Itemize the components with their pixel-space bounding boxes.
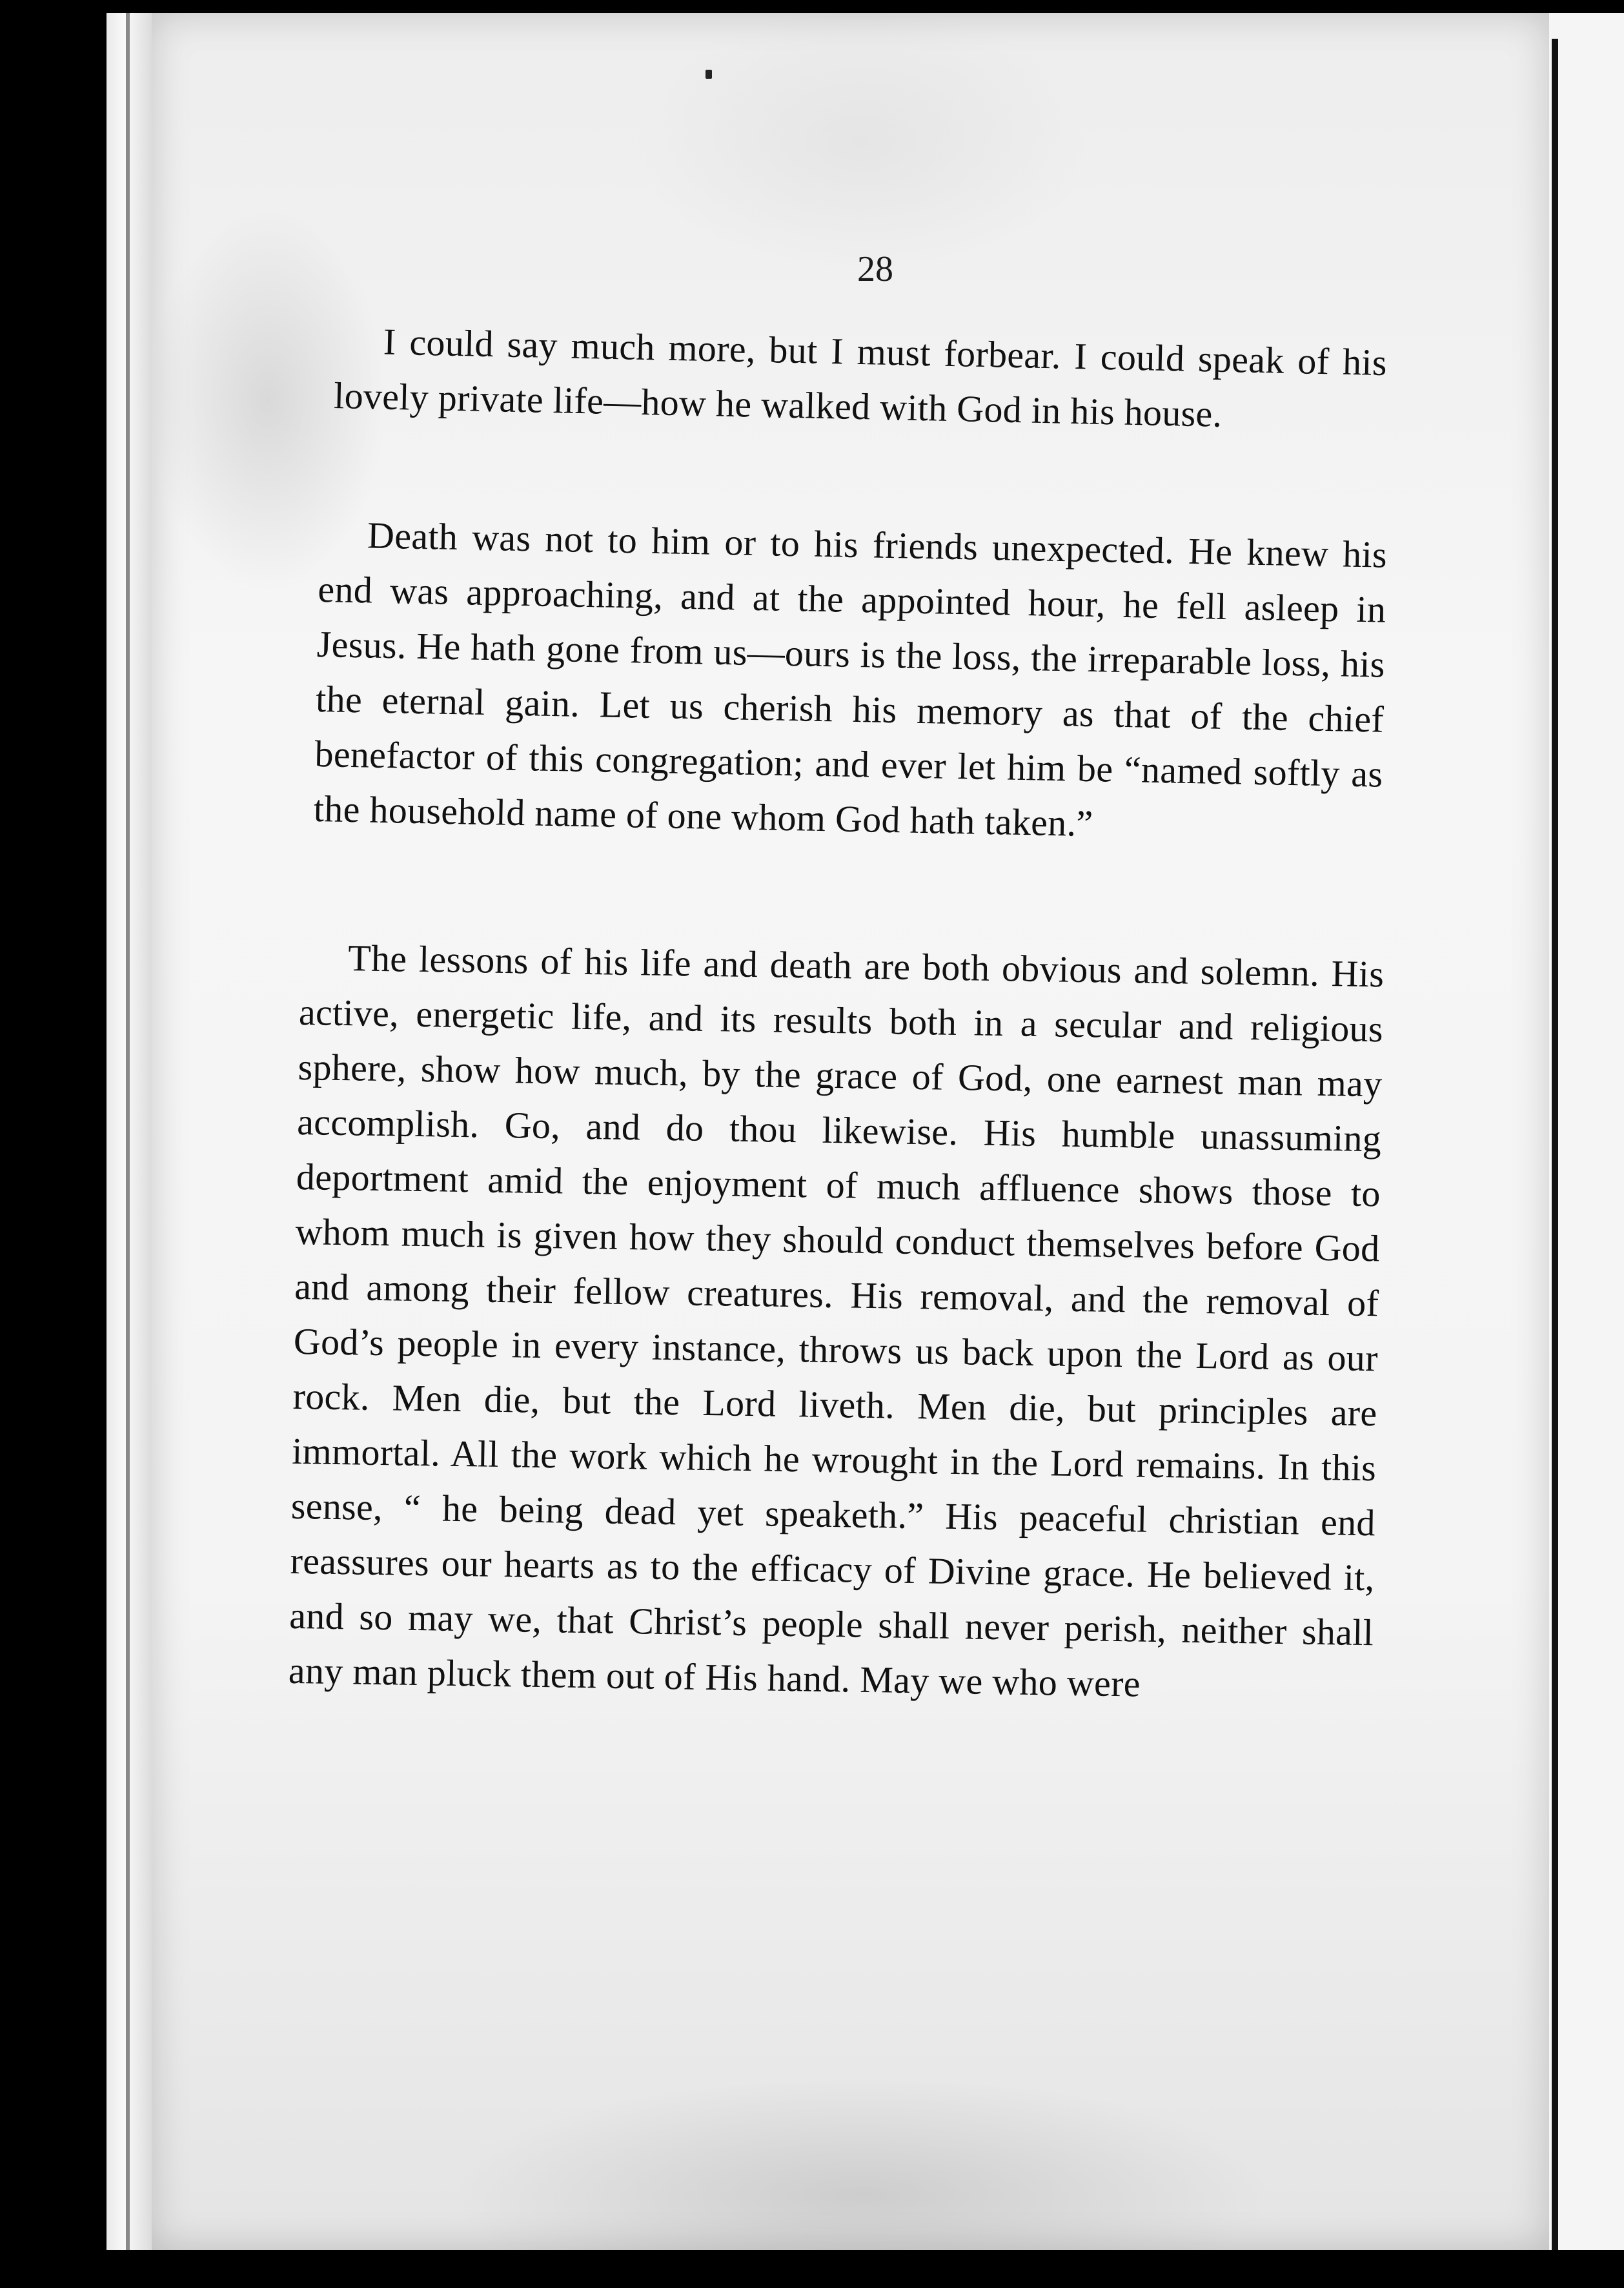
book-right-binding bbox=[1552, 39, 1558, 2273]
scan-bottom-border bbox=[0, 2250, 1624, 2288]
scan-top-border bbox=[0, 0, 1624, 13]
paragraph-1: I could say much more, but I must forbear. I could speak of his lovely private life—how he walked with God in his house. bbox=[333, 320, 1388, 435]
ink-mark bbox=[705, 70, 712, 79]
page-number: 28 bbox=[857, 249, 893, 289]
paragraph-2: Death was not to him or to his friends unexpected. He knew his end was approaching, and at the appointed hour, he fell asleep in Jesus. He hath gone from us—ours is the loss, the irreparable loss, his the eternal gain. Let us cherish his memory as that of the chief benefactor of this congregation; and ever let him be “named softly as the household name of one whom God hath taken.” bbox=[313, 514, 1388, 845]
book-right-edge bbox=[1549, 0, 1624, 2288]
book-left-edge-line bbox=[126, 0, 130, 2288]
paragraph-3: The lessons of his life and death are both obvious and solemn. His active, energetic life, and its results both in a secular and religious sphere, show how much, by the grace of God, one earnest man may accomplish. Go, and do thou likewise. His humble unassuming deportment amid the enjoyment of much affluence shows those to whom much is given how they should conduct themselves before God and among their fellow creatures. His removal, and the removal of God’s people in every instance, throws us back upon the Lord as our rock. Men die, but the Lord liveth. Men die, but principles are immortal. All the work which he wrought in the Lord remains. In this sense, “ he being dead yet speaketh.” His peaceful christian end reassures our hearts as to the efficacy of Divine grace. He believed it, and so may we, that Christ’s people shall never perish, neither shall any man pluck them out of His hand. May we who were bbox=[288, 937, 1385, 1705]
